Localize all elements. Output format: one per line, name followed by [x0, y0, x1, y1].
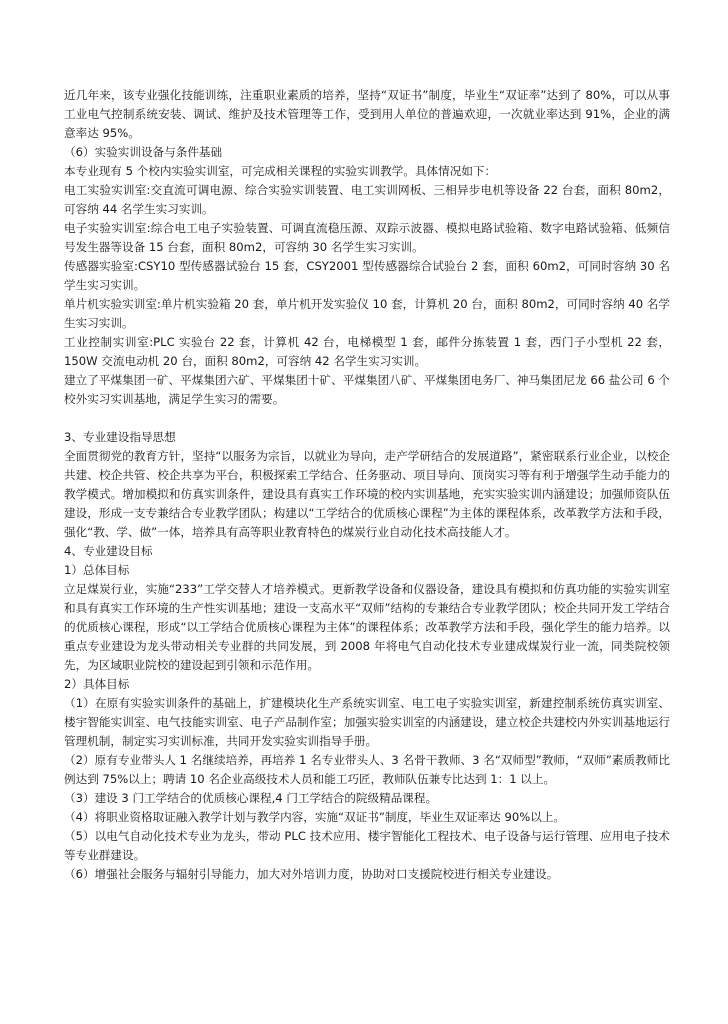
paragraph: （6）实验实训设备与条件基础: [64, 145, 223, 159]
paragraph: 3、专业建设指导思想: [64, 430, 176, 444]
paragraph: （2）原有专业带头人 1 名继续培养，再培养 1 名专业带头人、3 名骨干教师、3 名“双师型”教师，“双师”素质教师比例达到 75%以上；聘请 10 名企业高级技术人员和能工巧匠，教师队伍兼专比达到 1：1 以上。: [64, 753, 670, 786]
paragraph: 建立了平煤集团一矿、平煤集团六矿、平煤集团十矿、平煤集团八矿、平煤集团电务厂、神马集团尼龙 66 盐公司 6 个校外实习实训基地，满足学生实习的需要。: [64, 373, 670, 406]
document-page: [64, 86, 670, 884]
paragraph: （4）将职业资格取证融入教学计划与教学内容，实施“双证书”制度，毕业生双证率达 90%以上。: [64, 810, 566, 824]
paragraph: 传感器实验室:CSY10 型传感器试验台 15 套，CSY2001 型传感器综合试验台 2 套，面积 60m2，可同时容纳 30 名学生实习实训。: [64, 259, 670, 292]
paragraph: （1）在原有实验实训条件的基础上，扩建模块化生产系统实训室、电工电子实验实训室，新建控制系统仿真实训室、楼宇智能实训室、电气技能实训室、电子产品制作室；加强实验实训室的内涵建设，建立校企共建校内外实训基地运行管理机制，制定实习实训标准，共同开发实验实训指导手册。: [64, 696, 670, 748]
paragraph: 本专业现有 5 个校内实验实训室，可完成相关课程的实验实训教学。具体情况如下：: [64, 164, 497, 178]
paragraph: 电子实验实训室:综合电工电子实验装置、可调直流稳压源、双踪示波器、模拟电路试验箱、数字电路试验箱、低频信号发生器等设备 15 台套，面积 80m2，可容纳 30 名学生实习实训。: [64, 221, 670, 254]
paragraph: （6）增强社会服务与辐射引导能力，加大对外培训力度，协助对口支援院校进行相关专业建设。: [64, 867, 559, 881]
paragraph: 立足煤炭行业，实施“233”工学交替人才培养模式。更新教学设备和仪器设备，建设具有模拟和仿真功能的实验实训室和具有真实工作环境的生产性实训基地；建设一支高水平“双师”结构的专兼结合专业教学团队；校企共同开发工学结合的优质核心课程，形成“以工学结合优质核心课程为主体”的课程体系；改革教学方法和手段，强化学生的能力培养。以重点专业建设为龙头带动相关专业群的共同发展，到 2008 年将电气自动化技术专业建成煤炭行业一流，同类院校领先，为区域职业院校的建设起到引领和示范作用。: [64, 582, 670, 672]
paragraph: 电工实验实训室:交直流可调电源、综合实验实训装置、电工实训网板、三相异步电机等设备 22 台套，面积 80m2，可容纳 44 名学生实习实训。: [64, 183, 670, 216]
paragraph: 工业控制实训室:PLC 实验台 22 套，计算机 42 台，电梯模型 1 套，邮件分拣装置 1 套，西门子小型机 22 套，150W 交流电动机 20 台，面积 80m2，可容纳 42 名学生实习实训。: [64, 335, 670, 368]
paragraph: 全面贯彻党的教育方针，坚持“以服务为宗旨，以就业为导向，走产学研结合的发展道路”，紧密联系行业企业，以校企共建、校企共管、校企共享为平台，积极探索工学结合、任务驱动、项目导向、顶岗实习等有利于增强学生动手能力的教学模式。增加模拟和仿真实训条件，建设具有真实工作环境的校内实训基地，充实实验实训内涵建设；加强师资队伍建设，形成一支专兼结合专业教学团队；构建以“工学结合的优质核心课程”为主体的课程体系，改革教学方法和手段，强化“教、学、做”一体，培养具有高等职业教育特色的煤炭行业自动化技术高技能人才。: [64, 449, 670, 539]
blank-line: [64, 409, 670, 428]
paragraph: 2）具体目标: [64, 677, 130, 691]
paragraph: 4、专业建设目标: [64, 544, 153, 558]
paragraph: 近几年来，该专业强化技能训练，注重职业素质的培养，坚持“双证书”制度，毕业生“双证率”达到了 80%，可以从事工业电气控制系统安装、调试、维护及技术管理等工作，受到用人单位的普遍欢迎，一次就业率达到 91%，企业的满意率达 95%。: [64, 88, 670, 140]
paragraph: （5）以电气自动化技术专业为龙头，带动 PLC 技术应用、楼宇智能化工程技术、电子设备与运行管理、应用电子技术等专业群建设。: [64, 829, 670, 862]
paragraph: 单片机实验实训室:单片机实验箱 20 套，单片机开发实验仪 10 套，计算机 20 台，面积 80m2，可同时容纳 40 名学生实习实训。: [64, 297, 670, 330]
paragraph: 1）总体目标: [64, 563, 130, 577]
paragraph: （3）建设 3 门工学结合的优质核心课程,4 门工学结合的院级精品课程。: [64, 791, 438, 805]
